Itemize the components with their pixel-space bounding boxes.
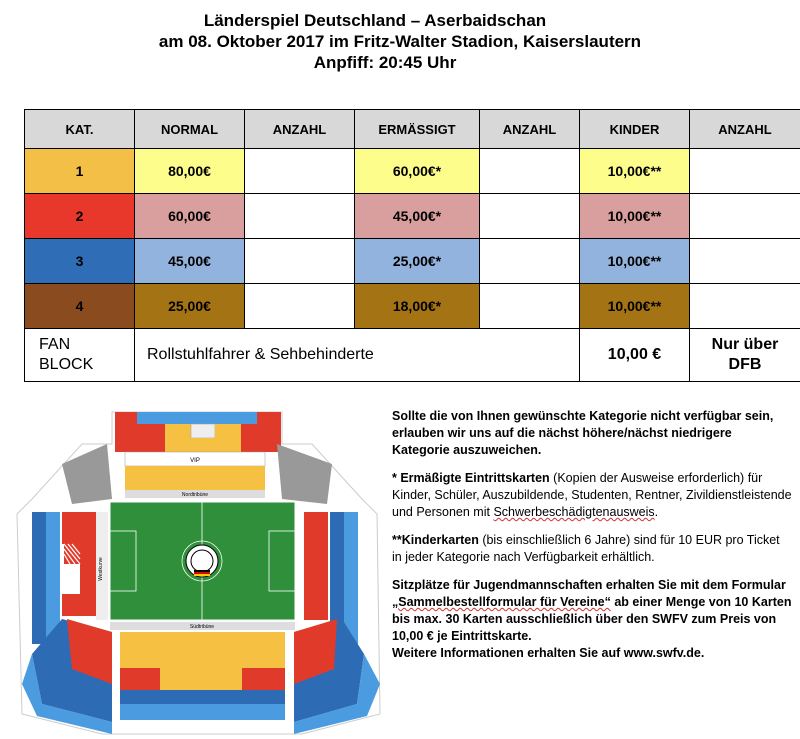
price-children: 10,00€** [580,149,690,194]
west-label: Westkurve [98,557,104,581]
price-normal: 60,00€ [135,194,245,239]
fan-note-line1: Nur über [711,336,779,353]
seat-block [330,578,344,600]
header-kat: KAT. [25,110,135,149]
seat-block [120,668,160,690]
seat-block [32,512,46,534]
category-number: 1 [25,149,135,194]
price-table-header-row [25,110,800,149]
price-reduced: 45,00€* [355,194,480,239]
price-reduced: 60,00€* [355,149,480,194]
category-number: 4 [25,284,135,329]
seat-block [330,512,344,534]
fan-label-line2: BLOCK [39,356,94,373]
seat-block [344,534,358,556]
seat-block [46,600,60,622]
header-anzahl: ANZAHL [690,110,800,149]
price-normal: 80,00€ [135,149,245,194]
seat-block [241,424,257,452]
seat-block [120,704,285,720]
price-reduced: 18,00€* [355,284,480,329]
seat-block [304,584,328,620]
table-row [25,284,800,329]
quantity-cell[interactable] [480,284,580,329]
price-normal: 25,00€ [135,284,245,329]
seat-block [46,556,60,578]
seat-block [115,412,125,452]
quantity-cell[interactable] [480,194,580,239]
seat-block [197,412,227,424]
fan-block-description: Rollstuhlfahrer & Sehbehinderte [135,329,580,382]
header-ermaessigt: ERMÄSSIGT [355,110,480,149]
quantity-cell[interactable] [690,149,800,194]
table-row [25,149,800,194]
seat-block [330,534,344,556]
category-number: 3 [25,239,135,284]
seat-block [304,512,328,536]
seat-block [167,412,197,424]
seat-block [242,668,285,690]
fan-block-row [25,329,800,382]
seat-block [160,668,186,690]
seat-block [330,600,344,622]
quantity-cell[interactable] [245,194,355,239]
table-row [25,194,800,239]
header-anzahl: ANZAHL [245,110,355,149]
quantity-cell[interactable] [245,284,355,329]
seat-block [120,632,285,652]
seat-block [304,560,328,584]
seat-block [80,544,96,564]
info-availability: Sollte die von Ihnen gewünschte Kategorie nicht verfügbar sein, erlauben wir uns auf die nächst höhere/nächst niedrigere Kategorie auszuweichen. [392,409,774,457]
seat-block [32,534,46,556]
vip-label: VIP [190,458,200,464]
seat-block [344,600,358,622]
match-title: Länderspiel Deutschland – Aserbaidschan [203,11,547,30]
seat-block [344,578,358,600]
seat-block [46,578,60,600]
seat-block [215,424,241,452]
info-children-tickets: **Kinderkarten (bis einschließlich 6 Jahre) sind für 10 EUR pro Ticket in jeder Kategorie nach Verfügbarkeit erhältlich. [392,533,780,564]
press-box [191,424,215,438]
seat-block [191,438,215,452]
quantity-cell[interactable] [245,239,355,284]
header-normal: NORMAL [135,110,245,149]
seat-block [80,564,96,594]
fan-note-line2: DFB [728,356,762,373]
seat-block [330,556,344,578]
info-reduced-tickets: * Ermäßigte Eintrittskarten (Kopien der Ausweise erforderlich) für Kinder, Schüler, Auszubildende, Studenten, Rentner, Zivildienstleistende und Personen mit Schwerbeschädigtenausweis. [392,471,792,519]
seat-block [227,412,257,424]
header-anzahl: ANZAHL [480,110,580,149]
fan-label-line1: FAN [39,336,71,353]
seat-block [46,512,60,534]
seat-block [32,556,46,578]
price-table [24,109,800,382]
header-kinder: KINDER [580,110,690,149]
quantity-cell[interactable] [480,239,580,284]
match-date-venue: am 08. Oktober 2017 im Fritz-Walter Stadion, Kaiserslautern [158,32,642,51]
seat-block [212,668,242,690]
seat-block [186,668,212,690]
seat-block [62,594,96,616]
seat-block [125,412,137,452]
seat-block [165,424,191,452]
north-label: Nordtribüne [181,492,209,498]
price-reduced: 25,00€* [355,239,480,284]
price-children: 10,00€** [580,284,690,329]
seat-block [32,578,46,600]
seat-block [62,512,96,544]
seat-block [46,534,60,556]
page-header [0,10,800,73]
quantity-cell[interactable] [690,194,800,239]
fan-block-price: 10,00 € [580,329,690,382]
seat-block [257,412,269,452]
price-children: 10,00€** [580,239,690,284]
quantity-cell[interactable] [690,284,800,329]
quantity-cell[interactable] [690,239,800,284]
seat-block [120,690,285,704]
seat-block [125,466,265,490]
category-number: 2 [25,194,135,239]
south-label: Südtribüne [189,624,215,630]
table-row [25,239,800,284]
quantity-cell[interactable] [245,149,355,194]
seat-block [32,600,46,622]
info-text [392,408,792,673]
stadium-seating-map [12,404,390,737]
seat-block [344,512,358,534]
fan-block-note [690,329,800,382]
kickoff-time: Anpfiff: 20:45 Uhr [313,53,457,72]
seat-block [344,556,358,578]
seat-block [137,424,165,452]
fan-block-label [25,329,135,382]
seat-block [120,652,285,668]
quantity-cell[interactable] [480,149,580,194]
price-normal: 45,00€ [135,239,245,284]
info-youth-teams: Sitzplätze für Jugendmannschaften erhalten Sie mit dem Formular „Sammelbestellformular für Vereine“ ab einer Menge von 10 Karten bis max. 30 Karten ausschließlich über den SWFV zum Preis von 10,00 € je Eintrittskarte. Weitere Informationen erhalten Sie auf www.swfv.de. [392,578,792,660]
seat-block [304,536,328,560]
price-children: 10,00€** [580,194,690,239]
seat-block [137,412,167,424]
